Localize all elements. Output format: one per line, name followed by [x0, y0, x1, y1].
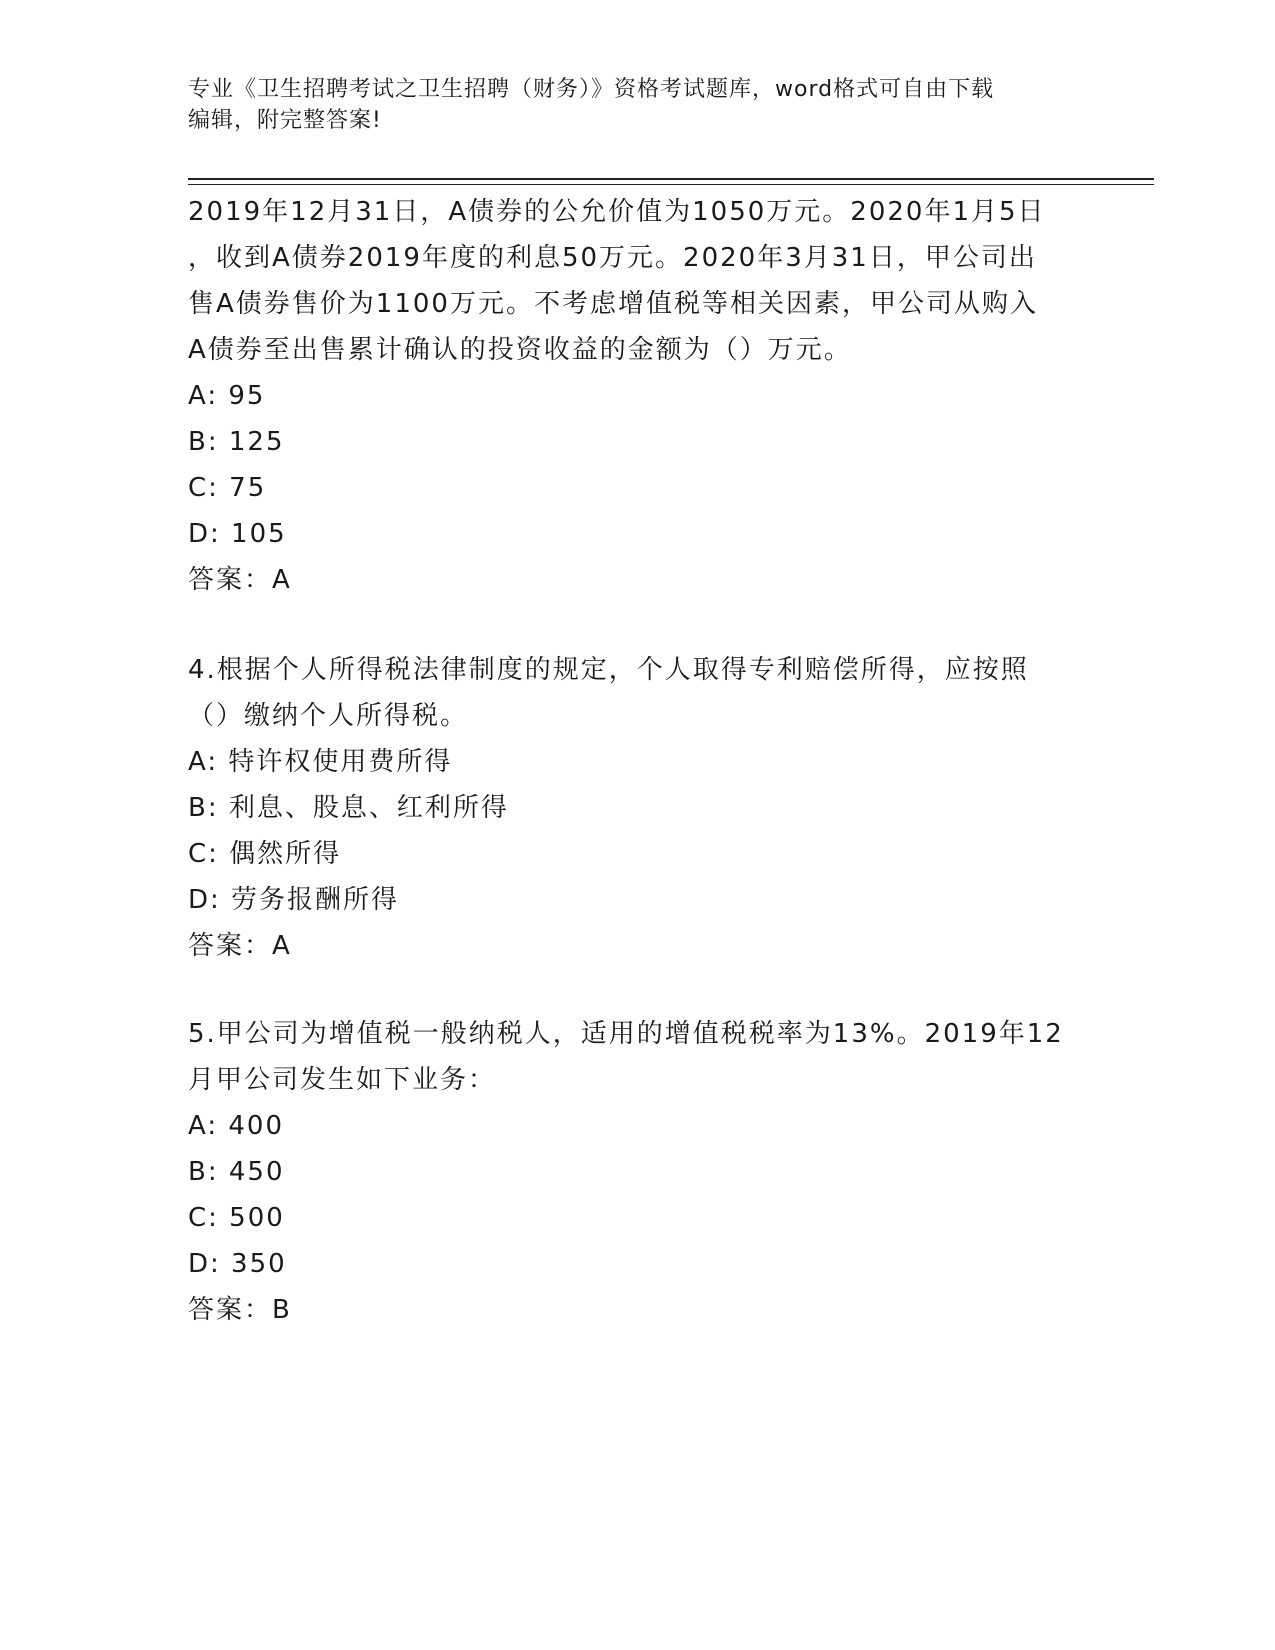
- option-a: A: 95: [188, 381, 266, 411]
- question-stem-line: 5.甲公司为增值税一般纳税人，适用的增值税税率为13%。2019年12: [188, 1019, 1064, 1049]
- option-d: D: 劳务报酬所得: [188, 885, 400, 915]
- option-d: D: 105: [188, 519, 287, 549]
- header-line-2: 编辑，附完整答案!: [188, 108, 382, 133]
- header-line-1: 专业《卫生招聘考试之卫生招聘（财务）》资格考试题库，word格式可自由下载: [188, 77, 995, 102]
- option-a: A: 400: [188, 1111, 284, 1141]
- question-block-3: [188, 189, 1088, 603]
- question-stem-line: （）缴纳个人所得税。: [188, 701, 469, 731]
- question-stem-line: 售A债券售价为1100万元。不考虑增值税等相关因素，甲公司从购入: [188, 289, 1038, 319]
- option-c: C: 75: [188, 473, 267, 503]
- question-stem-line: ，收到A债券2019年度的利息50万元。2020年3月31日，甲公司出: [188, 243, 1037, 273]
- option-b: B: 利息、股息、红利所得: [188, 793, 509, 823]
- option-d: D: 350: [188, 1249, 287, 1279]
- question-stem-line: 2019年12月31日，A债券的公允价值为1050万元。2020年1月5日: [188, 197, 1046, 227]
- question-stem-line: A债券至出售累计确认的投资收益的金额为（）万元。: [188, 335, 852, 365]
- header-divider-thick: [188, 178, 1154, 180]
- option-c: C: 500: [188, 1203, 285, 1233]
- answer-line: 答案：B: [188, 1295, 292, 1325]
- header-divider-thin: [188, 184, 1154, 185]
- option-c: C: 偶然所得: [188, 839, 342, 869]
- question-block-5: [188, 1011, 1088, 1333]
- document-header: [188, 74, 1088, 136]
- option-a: A: 特许权使用费所得: [188, 747, 453, 777]
- answer-line: 答案：A: [188, 565, 292, 595]
- question-stem-line: 4.根据个人所得税法律制度的规定，个人取得专利赔偿所得，应按照: [188, 655, 1029, 685]
- question-block-4: [188, 647, 1088, 969]
- option-b: B: 125: [188, 427, 285, 457]
- option-b: B: 450: [188, 1157, 285, 1187]
- question-stem-line: 月甲公司发生如下业务：: [188, 1065, 497, 1095]
- answer-line: 答案：A: [188, 931, 292, 961]
